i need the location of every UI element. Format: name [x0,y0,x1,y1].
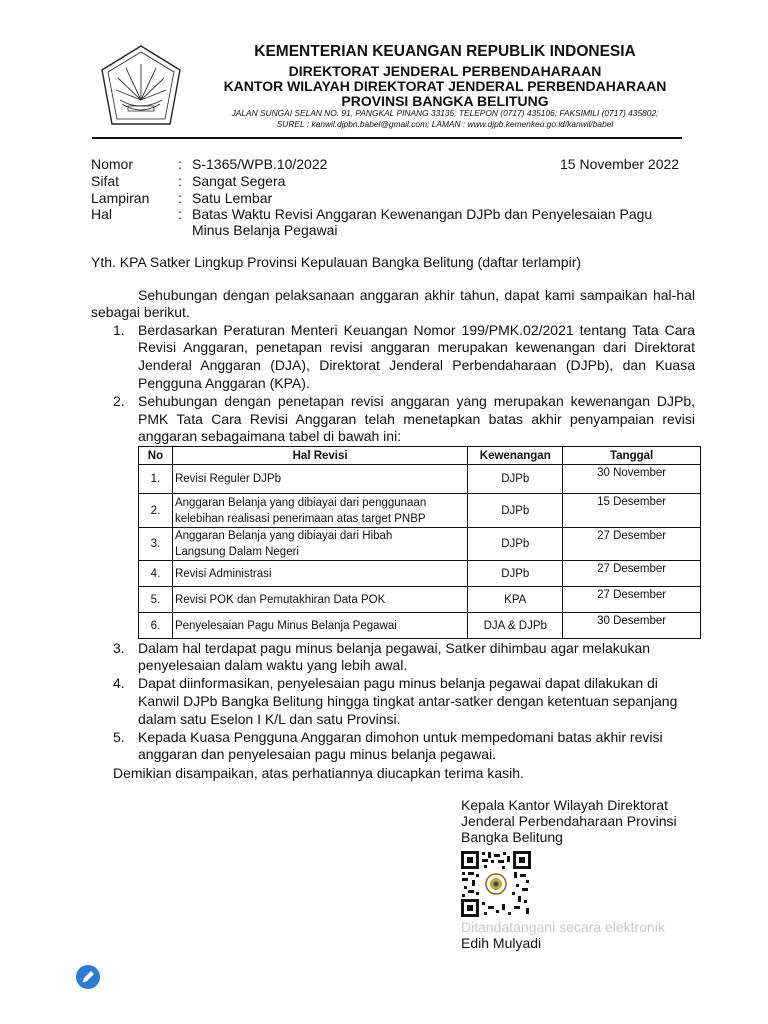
row-hal-line: Anggaran Belanja yang dibiayai dari penggunaan [174,496,427,509]
sifat-label: Sifat [91,173,120,189]
hal-value-line2: Minus Belanja Pegawai [192,222,338,238]
item-5-line: Kepada Kuasa Pengguna Anggaran dimohon untuk mempedomani batas akhir revisi [138,729,663,745]
table-header-row [139,447,701,465]
item-1-line: Berdasarkan Peraturan Menteri Keuangan Nomor 199/PMK.02/2021 tentang Tata Cara [138,322,695,338]
row-tanggal: 30 Desember [563,613,701,639]
kemenkeu-emblem-icon [96,42,186,132]
item-5-line: anggaran dan penyelesaian pagu minus belanja pegawai. [138,746,497,762]
item-4-line: Kanwil DJPb Bangka Belitung hingga tingkat antar-satker dengan ketentuan sepanjang [138,693,678,709]
signer-name: Edih Mulyadi [461,935,542,951]
row-no: 1. [139,465,173,494]
item-1-line: Revisi Anggaran, penetapan revisi anggaran merupakan kewenangan dari Direktorat [138,339,695,355]
nomor-value: S-1365/WPB.10/2022 [192,156,328,172]
signer-title-line: Bangka Belitung [461,829,563,845]
row-kewenangan: DJPb [468,528,563,561]
row-hal [172,494,467,528]
item-number: 1. [113,322,125,338]
revision-deadline-table [138,446,701,639]
row-hal [172,528,467,561]
table-row [139,561,701,587]
row-hal-line: kelebihan realisasi penerimaan atas target PNBP [174,512,426,525]
item-number: 2. [113,393,125,409]
row-kewenangan: KPA [468,587,563,613]
electronic-signature-note: Ditandatangani secara elektronik [461,919,665,935]
row-tanggal: 30 November [563,465,701,494]
table-row [139,465,701,494]
col-header-tanggal: Tanggal [563,447,701,465]
item-3-line: Dalam hal terdapat pagu minus belanja pegawai, Satker dihimbau agar melakukan [138,640,651,656]
directorate-title: DIREKTORAT JENDERAL PERBENDAHARAAN [288,63,602,79]
header-divider [92,137,682,139]
item-2-line: Sehubungan dengan penetapan revisi anggaran yang merupakan kewenangan DJPb, [138,393,695,409]
intro-line2: sebagai berikut. [91,304,190,320]
table-row [139,528,701,561]
row-kewenangan: DJPb [468,465,563,494]
item-1-line: Pengguna Anggaran (KPA). [138,375,310,391]
row-no: 6. [139,613,173,639]
row-tanggal: 27 Desember [563,587,701,613]
sifat-colon: : [178,173,182,189]
row-hal-line: Revisi POK dan Pemutakhiran Data POK [174,593,386,606]
row-tanggal: 15 Desember [563,494,701,528]
lampiran-value: Satu Lembar [192,190,273,206]
item-number: 5. [113,729,125,745]
item-3-line: penyelesaian dalam waktu yang lebih awal. [138,657,408,673]
col-header-kewenangan: Kewenangan [468,447,563,465]
sifat-value: Sangat Segera [192,173,286,189]
row-hal-line: Langsung Dalam Negeri [174,546,299,558]
nomor-label: Nomor [91,156,134,172]
table-row [139,613,701,639]
intro-line1: Sehubungan dengan pelaksanaan anggaran akhir tahun, dapat kami sampaikan hal-hal [138,287,695,303]
row-no: 4. [139,561,173,587]
table-row [139,587,701,613]
row-kewenangan: DJA & DJPb [468,613,563,639]
office-title: KANTOR WILAYAH DIREKTORAT JENDERAL PERBENDAHARAAN [223,78,667,94]
row-no: 2. [139,494,173,528]
row-no: 5. [139,587,173,613]
hal-value-line1: Batas Waktu Revisi Anggaran Kewenangan DJPb dan Penyelesaian Pagu [192,206,653,222]
item-1-line: Jenderal Anggaran (DJA), Direktorat Jenderal Perbendaharaan (DJPb), dan Kuasa [138,357,695,373]
signer-title-line: Kepala Kantor Wilayah Direktorat [461,797,668,813]
row-hal [172,561,467,587]
lampiran-colon: : [178,190,182,206]
row-tanggal: 27 Desember [563,528,701,561]
row-hal [172,587,467,613]
item-2-line: anggaran sebagaimana tabel di bawah ini: [138,428,402,444]
table-row [139,494,701,528]
item-number: 4. [113,675,125,691]
item-number: 3. [113,640,125,656]
signer-title-line: Jenderal Perbendaharaan Provinsi [461,813,677,829]
ministry-title: KEMENTERIAN KEUANGAN REPUBLIK INDONESIA [254,43,636,60]
col-header-no: No [139,447,173,465]
row-hal-line: Anggaran Belanja yang dibiayai dari Hibah [174,530,393,542]
row-no: 3. [139,528,173,561]
row-hal [172,465,467,494]
edit-icon[interactable] [76,965,100,989]
contact-line: SUREL : kanwil.djpbn.babel@gmail.com; LAMAN : www.djpb.kemenkeu.go.id/kanwil/babel [276,119,614,129]
col-header-hal: Hal Revisi [172,447,467,465]
row-hal-line: Revisi Reguler DJPb [174,473,282,485]
item-4-line: dalam satu Eselon I K/L dan satu Provinsi. [138,711,401,727]
closing-statement: Demikian disampaikan, atas perhatiannya diucapkan terima kasih. [113,765,524,781]
lampiran-label: Lampiran [91,190,150,206]
row-kewenangan: DJPb [468,494,563,528]
province-title: PROVINSI BANGKA BELITUNG [341,93,549,109]
addressee: Yth. KPA Satker Lingkup Provinsi Kepulauan Bangka Belitung (daftar terlampir) [91,254,582,270]
qr-code-icon [460,850,532,918]
pencil-icon [76,965,100,989]
row-hal [172,613,467,639]
row-hal-line: Penyelesaian Pagu Minus Belanja Pegawai [174,619,397,632]
hal-colon: : [178,206,182,222]
letter-date: 15 November 2022 [560,156,680,172]
nomor-colon: : [178,156,182,172]
row-tanggal: 27 Desember [563,561,701,587]
item-2-line: PMK Tata Cara Revisi Anggaran telah menetapkan batas akhir penyampaian revisi [138,411,695,427]
item-4-line: Dapat diinformasikan, penyelesaian pagu minus belanja pegawai dapat dilakukan di [138,675,658,691]
address-line: JALAN SUNGAI SELAN NO. 91, PANGKAL PINANG 33135; TELEPON (0717) 435106; FAKSIMILI (0717) 435802; [231,108,659,118]
row-hal-line: Revisi Administrasi [174,567,272,580]
row-kewenangan: DJPb [468,561,563,587]
hal-label: Hal [91,206,113,222]
